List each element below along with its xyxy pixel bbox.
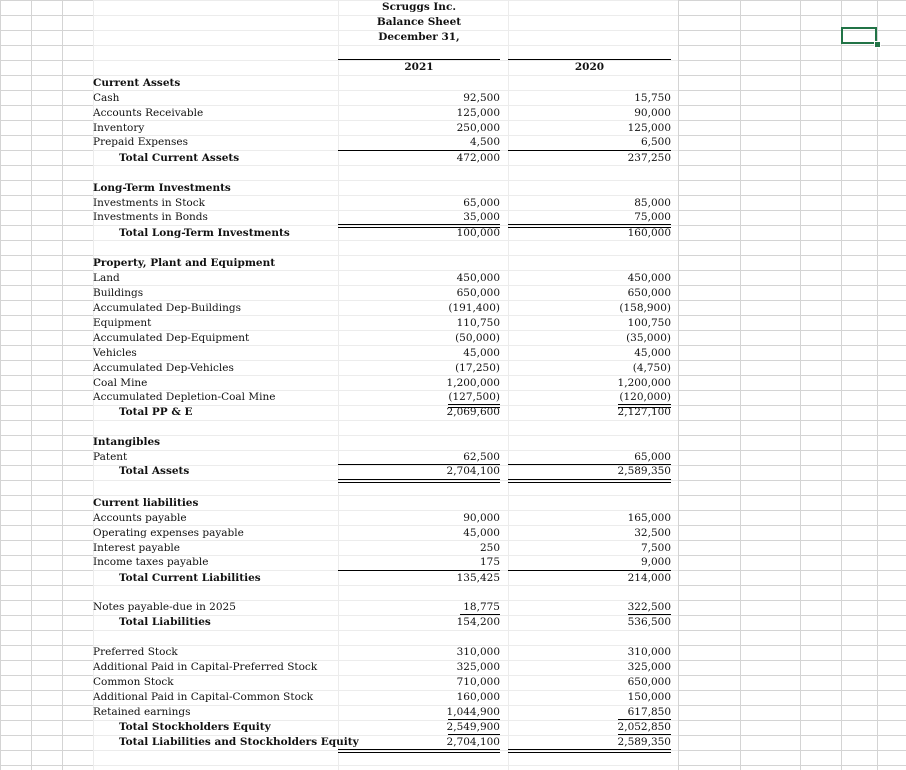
- section-heading-current-liabilities: Current liabilities: [93, 497, 199, 509]
- statement-title: Balance Sheet: [376, 16, 462, 28]
- row-value-2020: 45,000: [634, 347, 671, 359]
- row-value-2020: 6,500: [640, 136, 671, 148]
- total-value-2021: 2,549,900: [446, 721, 500, 733]
- total-value-2020: 2,589,350: [617, 736, 671, 748]
- row-value-2021: 1,200,000: [446, 377, 500, 389]
- row-value-2020: 75,000: [634, 211, 671, 223]
- row-value-2021: 110,750: [456, 317, 500, 329]
- row-label: Investments in Stock: [93, 197, 205, 209]
- row-label: Land: [93, 272, 120, 284]
- section-heading-intangibles: Intangibles: [93, 436, 161, 448]
- row-value-2020: 100,750: [627, 317, 671, 329]
- row-value-2020: 65,000: [634, 451, 671, 463]
- section-heading-ppe: Property, Plant and Equipment: [93, 257, 276, 269]
- row-label: Equipment: [93, 317, 152, 329]
- total-value-2021: 100,000: [456, 227, 500, 239]
- row-label: Accounts payable: [93, 512, 187, 524]
- total-rule-2021: [338, 479, 500, 483]
- row-label: Investments in Bonds: [93, 211, 208, 223]
- row-label: Buildings: [93, 287, 144, 299]
- row-label: Accumulated Depletion-Coal Mine: [93, 391, 276, 403]
- total-value-2020: 2,589,350: [617, 465, 671, 477]
- total-value-2020: 237,250: [627, 152, 671, 164]
- row-label: Income taxes payable: [93, 556, 209, 568]
- row-label: Accumulated Dep-Buildings: [93, 302, 241, 314]
- row-label: Interest payable: [93, 542, 180, 554]
- row-value-2020: 450,000: [627, 272, 671, 284]
- header-rule-2020: [508, 59, 671, 60]
- row-label: Accumulated Dep-Equipment: [93, 332, 250, 344]
- row-value-2021: 65,000: [463, 197, 500, 209]
- row-value-2021: 90,000: [463, 512, 500, 524]
- row-value-2021: 92,500: [463, 92, 500, 104]
- total-value-2021: 135,425: [456, 572, 500, 584]
- row-value-2020: 90,000: [634, 107, 671, 119]
- row-value-2021: 4,500: [469, 136, 500, 148]
- row-label: Patent: [93, 451, 128, 463]
- row-value-2020: (4,750): [632, 362, 671, 374]
- total-value-2021: 472,000: [456, 152, 500, 164]
- row-value-2020: (35,000): [626, 332, 671, 344]
- row-value-2021: 710,000: [456, 676, 500, 688]
- row-label: Prepaid Expenses: [93, 136, 188, 148]
- row-value-2020: 322,500: [627, 601, 671, 613]
- row-value-2021: 450,000: [456, 272, 500, 284]
- selected-cell[interactable]: [841, 27, 877, 44]
- row-label: Preferred Stock: [93, 646, 178, 658]
- header-rule-2021: [338, 59, 500, 60]
- row-value-2021: 1,044,900: [446, 706, 500, 718]
- total-value-2020: 2,052,850: [617, 721, 671, 733]
- row-label: Accumulated Dep-Vehicles: [93, 362, 234, 374]
- row-value-2020: (158,900): [619, 302, 671, 314]
- row-value-2021: (191,400): [448, 302, 500, 314]
- row-value-2021: 250: [479, 542, 500, 554]
- row-value-2021: 325,000: [456, 661, 500, 673]
- row-value-2021: 160,000: [456, 691, 500, 703]
- row-value-2020: 650,000: [627, 676, 671, 688]
- column-header-2020: 2020: [574, 61, 605, 73]
- row-value-2021: (17,250): [455, 362, 500, 374]
- row-value-2021: (127,500): [448, 391, 500, 403]
- row-value-2020: 650,000: [627, 287, 671, 299]
- row-value-2020: 310,000: [627, 646, 671, 658]
- total-rule-2020: [508, 479, 671, 483]
- row-label: Vehicles: [93, 347, 137, 359]
- total-value-2020: 214,000: [627, 572, 671, 584]
- total-label: Total Stockholders Equity: [119, 721, 271, 733]
- row-value-2020: 150,000: [627, 691, 671, 703]
- total-value-2020: 160,000: [627, 227, 671, 239]
- statement-date: December 31,: [378, 31, 460, 43]
- section-heading-long-term-investments: Long-Term Investments: [93, 182, 231, 194]
- row-value-2020: (120,000): [619, 391, 671, 403]
- total-rule-2020: [508, 749, 671, 753]
- row-label: Retained earnings: [93, 706, 191, 718]
- total-label: Total Assets: [119, 465, 190, 477]
- total-value-2020: 2,127,100: [617, 406, 671, 418]
- row-label: Inventory: [93, 122, 145, 134]
- row-value-2021: 18,775: [463, 601, 500, 613]
- fill-handle[interactable]: [874, 41, 881, 48]
- section-heading-current-assets: Current Assets: [93, 77, 181, 89]
- row-value-2021: 175: [479, 556, 500, 568]
- total-label: Total Current Assets: [119, 152, 240, 164]
- row-value-2021: 250,000: [456, 122, 500, 134]
- total-label: Total Long-Term Investments: [119, 227, 290, 239]
- row-value-2020: 32,500: [634, 527, 671, 539]
- row-value-2021: 650,000: [456, 287, 500, 299]
- row-value-2020: 1,200,000: [617, 377, 671, 389]
- row-value-2020: 325,000: [627, 661, 671, 673]
- row-label: Cash: [93, 92, 120, 104]
- total-label: Total Liabilities and Stockholders Equity: [119, 736, 359, 748]
- total-value-2021: 2,069,600: [446, 406, 500, 418]
- row-value-2021: 45,000: [463, 347, 500, 359]
- company-title: Scruggs Inc.: [382, 1, 456, 13]
- row-value-2020: 7,500: [640, 542, 671, 554]
- row-value-2021: 125,000: [456, 107, 500, 119]
- row-label: Common Stock: [93, 676, 174, 688]
- row-value-2020: 617,850: [627, 706, 671, 718]
- total-value-2021: 2,704,100: [446, 465, 500, 477]
- total-label: Total Current Liabilities: [119, 572, 261, 584]
- total-label: Total Liabilities: [119, 616, 211, 628]
- row-label: Notes payable-due in 2025: [93, 601, 236, 613]
- row-label: Operating expenses payable: [93, 527, 244, 539]
- row-label: Accounts Receivable: [93, 107, 204, 119]
- total-value-2021: 154,200: [456, 616, 500, 628]
- total-value-2020: 536,500: [627, 616, 671, 628]
- row-value-2021: 45,000: [463, 527, 500, 539]
- row-value-2021: 62,500: [463, 451, 500, 463]
- row-value-2020: 165,000: [627, 512, 671, 524]
- total-value-2021: 2,704,100: [446, 736, 500, 748]
- row-label: Additional Paid in Capital-Common Stock: [93, 691, 314, 703]
- row-value-2021: (50,000): [455, 332, 500, 344]
- column-header-2021: 2021: [404, 61, 434, 73]
- row-value-2020: 15,750: [634, 92, 671, 104]
- row-value-2020: 85,000: [634, 197, 671, 209]
- row-value-2021: 310,000: [456, 646, 500, 658]
- total-label: Total PP & E: [119, 406, 193, 418]
- row-label: Coal Mine: [93, 377, 148, 389]
- row-label: Additional Paid in Capital-Preferred Stock: [93, 661, 318, 673]
- row-value-2020: 125,000: [627, 122, 671, 134]
- total-rule-2021: [338, 749, 500, 753]
- row-value-2021: 35,000: [463, 211, 500, 223]
- row-value-2020: 9,000: [640, 556, 671, 568]
